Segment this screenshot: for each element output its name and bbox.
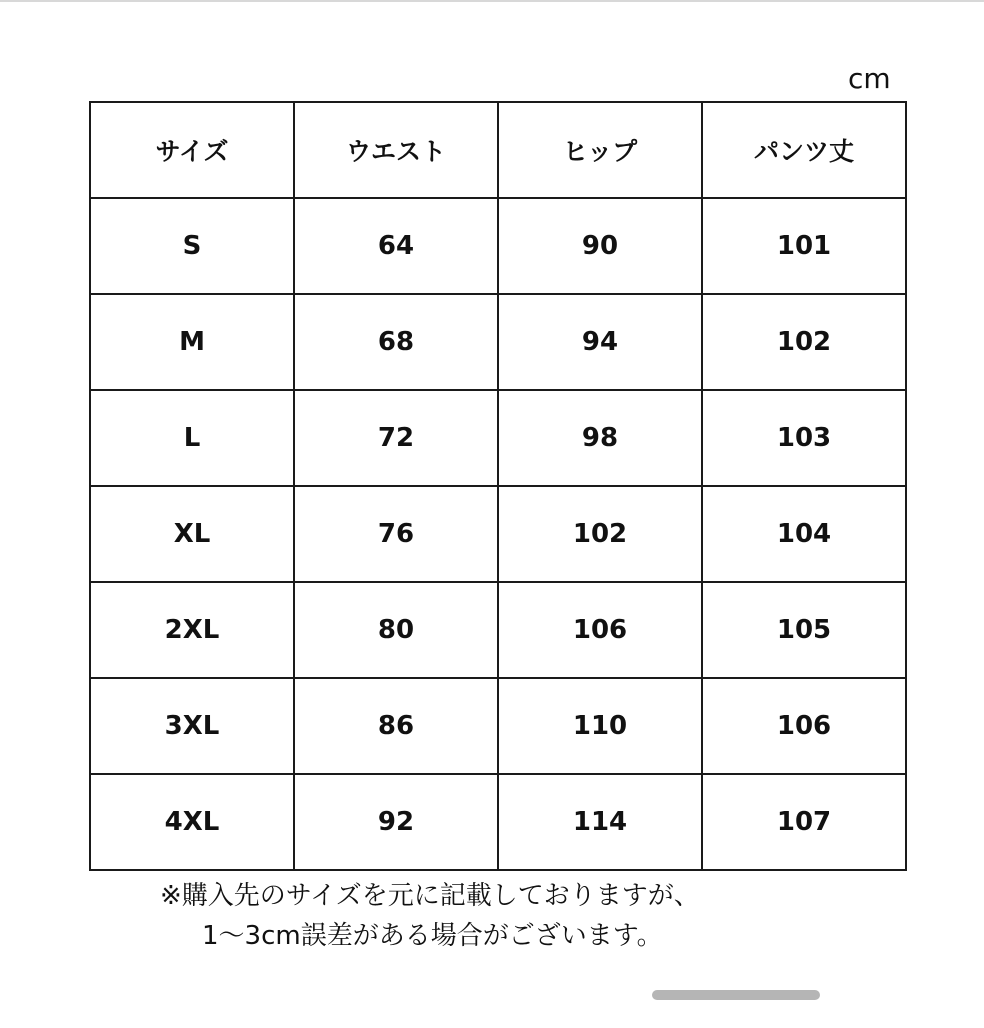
- note-line-1: ※購入先のサイズを元に記載しておりますが、: [160, 881, 700, 911]
- cell-pants-length: 107: [702, 774, 906, 870]
- cell-hip: 102: [498, 486, 702, 582]
- cell-size: L: [90, 390, 294, 486]
- cell-size: M: [90, 294, 294, 390]
- table-row: [90, 198, 906, 294]
- note-line-2: 1～3cm誤差がある場合がございます。: [202, 921, 663, 951]
- cell-size: S: [90, 198, 294, 294]
- measurement-note: [160, 876, 880, 956]
- unit-label: cm: [848, 62, 891, 95]
- cell-pants-length: 104: [702, 486, 906, 582]
- cell-size: 3XL: [90, 678, 294, 774]
- cell-size: 4XL: [90, 774, 294, 870]
- cell-waist: 68: [294, 294, 498, 390]
- cell-pants-length: 101: [702, 198, 906, 294]
- cell-pants-length: 103: [702, 390, 906, 486]
- header-hip: ヒップ: [498, 102, 702, 198]
- home-indicator-bar[interactable]: [652, 990, 820, 1000]
- table-row: [90, 486, 906, 582]
- table-row: [90, 678, 906, 774]
- cell-waist: 92: [294, 774, 498, 870]
- cell-size: 2XL: [90, 582, 294, 678]
- cell-waist: 64: [294, 198, 498, 294]
- cell-hip: 94: [498, 294, 702, 390]
- header-waist: ウエスト: [294, 102, 498, 198]
- table-header-row: [90, 102, 906, 198]
- cell-waist: 76: [294, 486, 498, 582]
- size-chart-table: [89, 101, 907, 871]
- cell-waist: 86: [294, 678, 498, 774]
- table-row: [90, 582, 906, 678]
- cell-pants-length: 102: [702, 294, 906, 390]
- cell-waist: 80: [294, 582, 498, 678]
- table-row: [90, 390, 906, 486]
- cell-hip: 114: [498, 774, 702, 870]
- header-size: サイズ: [90, 102, 294, 198]
- cell-size: XL: [90, 486, 294, 582]
- header-pants-length: パンツ丈: [702, 102, 906, 198]
- table-row: [90, 774, 906, 870]
- table-row: [90, 294, 906, 390]
- cell-pants-length: 105: [702, 582, 906, 678]
- cell-pants-length: 106: [702, 678, 906, 774]
- cell-hip: 106: [498, 582, 702, 678]
- cell-waist: 72: [294, 390, 498, 486]
- cell-hip: 110: [498, 678, 702, 774]
- cell-hip: 98: [498, 390, 702, 486]
- top-divider: [0, 0, 984, 2]
- cell-hip: 90: [498, 198, 702, 294]
